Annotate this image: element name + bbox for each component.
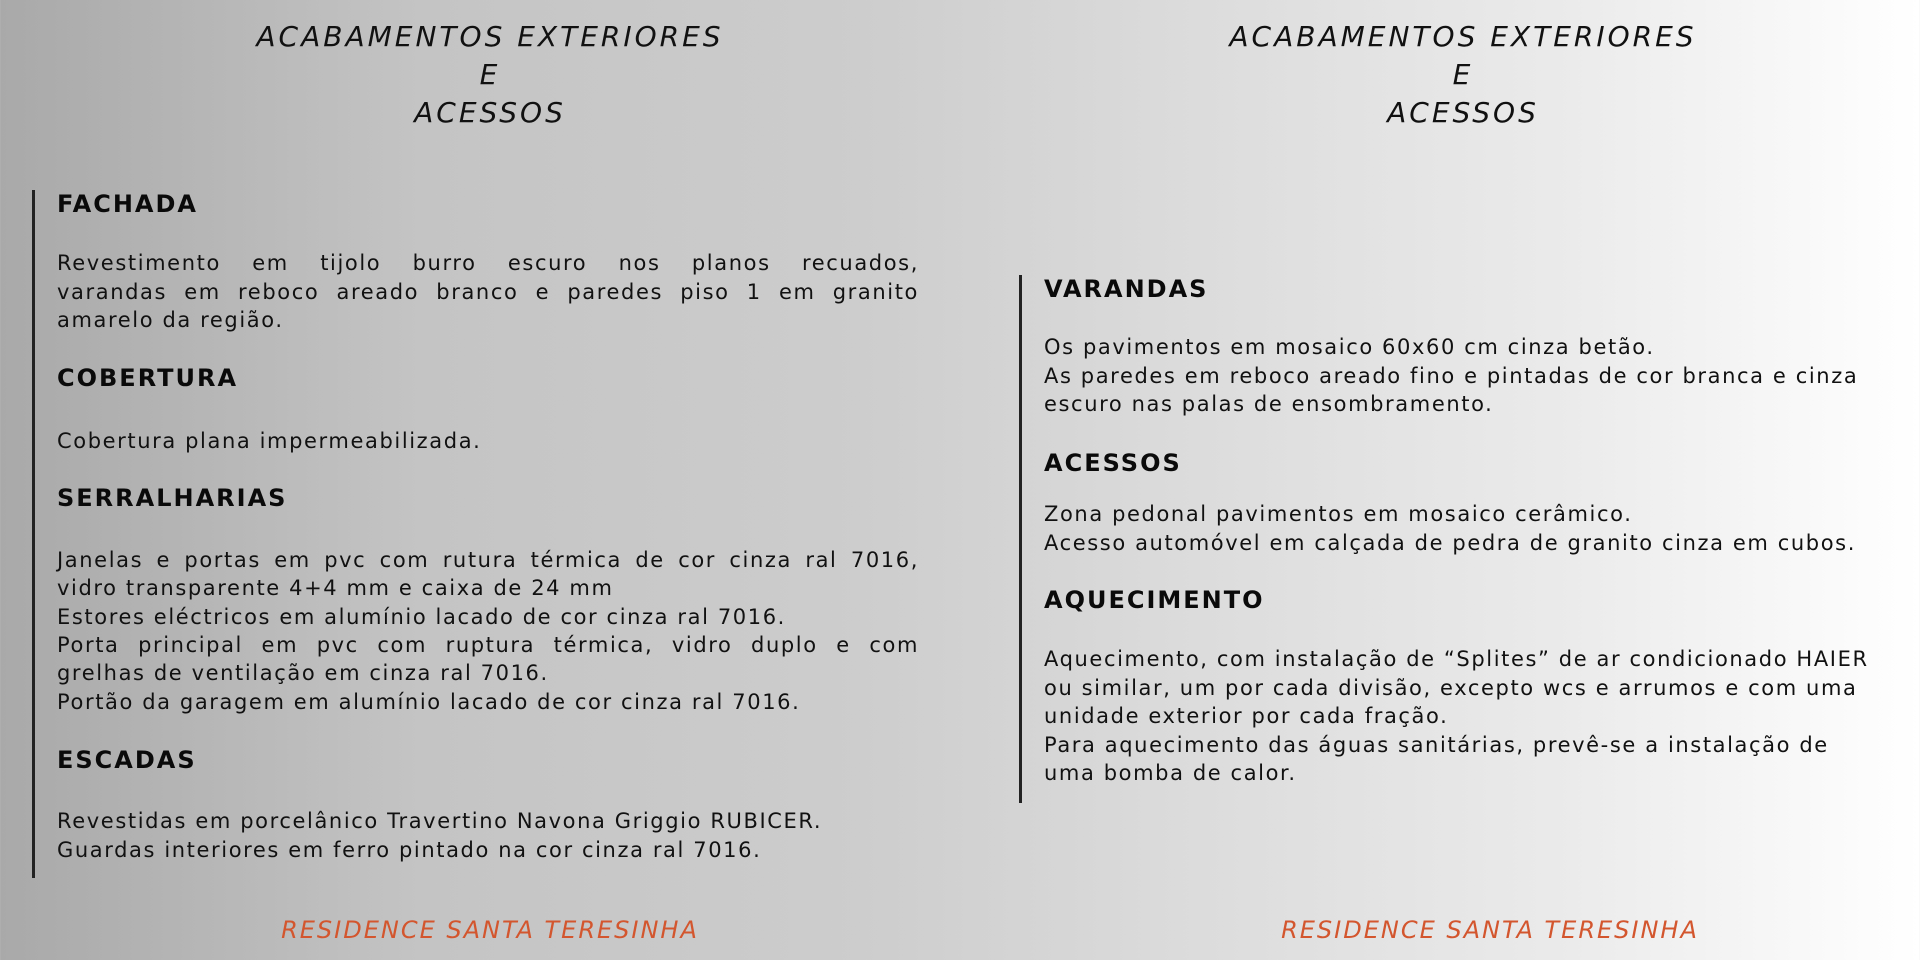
serralharias-text-c [57, 631, 919, 660]
right-content-column [1019, 275, 1920, 803]
varandas-line-2: As paredes em reboco areado fino e pintadas de cor branca e cinza [1044, 363, 1859, 388]
aquecimento-line-2: ou similar, um por cada divisão, excepto wcs e arrumos e com uma [1044, 675, 1858, 700]
varandas-heading: VARANDAS [1044, 275, 1209, 303]
left-footer-residence-name: RESIDENCE SANTA TERESINHA [281, 916, 699, 944]
fachada-text [57, 249, 919, 306]
varandas-line-1: Os pavimentos em mosaico 60x60 cm cinza betão. [1044, 335, 1655, 359]
serralharias-line-6: Portão da garagem em alumínio lacado de cor cinza ral 7016. [57, 689, 801, 714]
serralharias-text-b [57, 574, 919, 631]
cobertura-heading: COBERTURA [57, 364, 239, 392]
serralharias-line-4: Porta principal em pvc com ruptura térmica, vidro duplo e com [57, 633, 919, 657]
escadas-text [57, 807, 919, 864]
left-content-column [32, 190, 925, 878]
serralharias-line-2: vidro transparente 4+4 mm e caixa de 24 mm [57, 576, 614, 600]
escadas-line-2: Guardas interiores em ferro pintado na cor cinza ral 7016. [57, 837, 762, 862]
acessos-heading: ACESSOS [1044, 449, 1182, 477]
serralharias-heading: SERRALHARIAS [57, 484, 288, 512]
serralharias-text-d [57, 659, 919, 716]
aquecimento-heading: AQUECIMENTO [1044, 586, 1265, 614]
fachada-line-3: amarelo da região. [57, 308, 284, 332]
varandas-text [1044, 333, 1920, 419]
aquecimento-line-5: uma bomba de calor. [1044, 761, 1297, 785]
cobertura-line-1: Cobertura plana impermeabilizada. [57, 429, 482, 453]
escadas-line-1: Revestidas em porcelânico Travertino Navona Griggio RUBICER. [57, 809, 823, 833]
acessos-text [1044, 500, 1920, 557]
fachada-text-end [57, 306, 919, 335]
aquecimento-line-4: Para aquecimento das águas sanitárias, prevê-se a instalação de [1044, 732, 1829, 757]
fachada-line-1: Revestimento em tijolo burro escuro nos planos recuados, [57, 251, 919, 275]
right-title-line-3: ACESSOS [1387, 96, 1539, 129]
serralharias-text-a [57, 546, 919, 575]
fachada-heading: FACHADA [57, 190, 198, 218]
aquecimento-line-1: Aquecimento, com instalação de “Splites” de ar condicionado HAIER [1044, 647, 1869, 671]
left-page-title [190, 18, 790, 132]
left-title-line-1: ACABAMENTOS EXTERIORES [256, 20, 724, 53]
acessos-line-1: Zona pedonal pavimentos em mosaico cerâmico. [1044, 502, 1633, 526]
right-title-line-2: E [1452, 58, 1474, 91]
fachada-line-2: varandas em reboco areado branco e paredes piso 1 em granito [57, 279, 919, 304]
left-title-line-3: ACESSOS [414, 96, 566, 129]
right-footer-residence-name: RESIDENCE SANTA TERESINHA [1281, 916, 1699, 944]
right-title-line-1: ACABAMENTOS EXTERIORES [1229, 20, 1697, 53]
serralharias-line-3: Estores eléctricos em alumínio lacado de cor cinza ral 7016. [57, 604, 786, 629]
acessos-line-2: Acesso automóvel em calçada de pedra de granito cinza em cubos. [1044, 530, 1856, 555]
varandas-line-3: escuro nas palas de ensombramento. [1044, 392, 1494, 416]
serralharias-line-5: grelhas de ventilação em cinza ral 7016. [57, 661, 549, 685]
aquecimento-text [1044, 645, 1920, 788]
left-title-line-2: E [479, 58, 501, 91]
serralharias-line-1: Janelas e portas em pvc com rutura térmica de cor cinza ral 7016, [57, 548, 919, 572]
aquecimento-line-3: unidade exterior por cada fração. [1044, 704, 1449, 728]
escadas-heading: ESCADAS [57, 746, 197, 774]
cobertura-text [57, 427, 919, 456]
right-page-title [1163, 18, 1763, 132]
